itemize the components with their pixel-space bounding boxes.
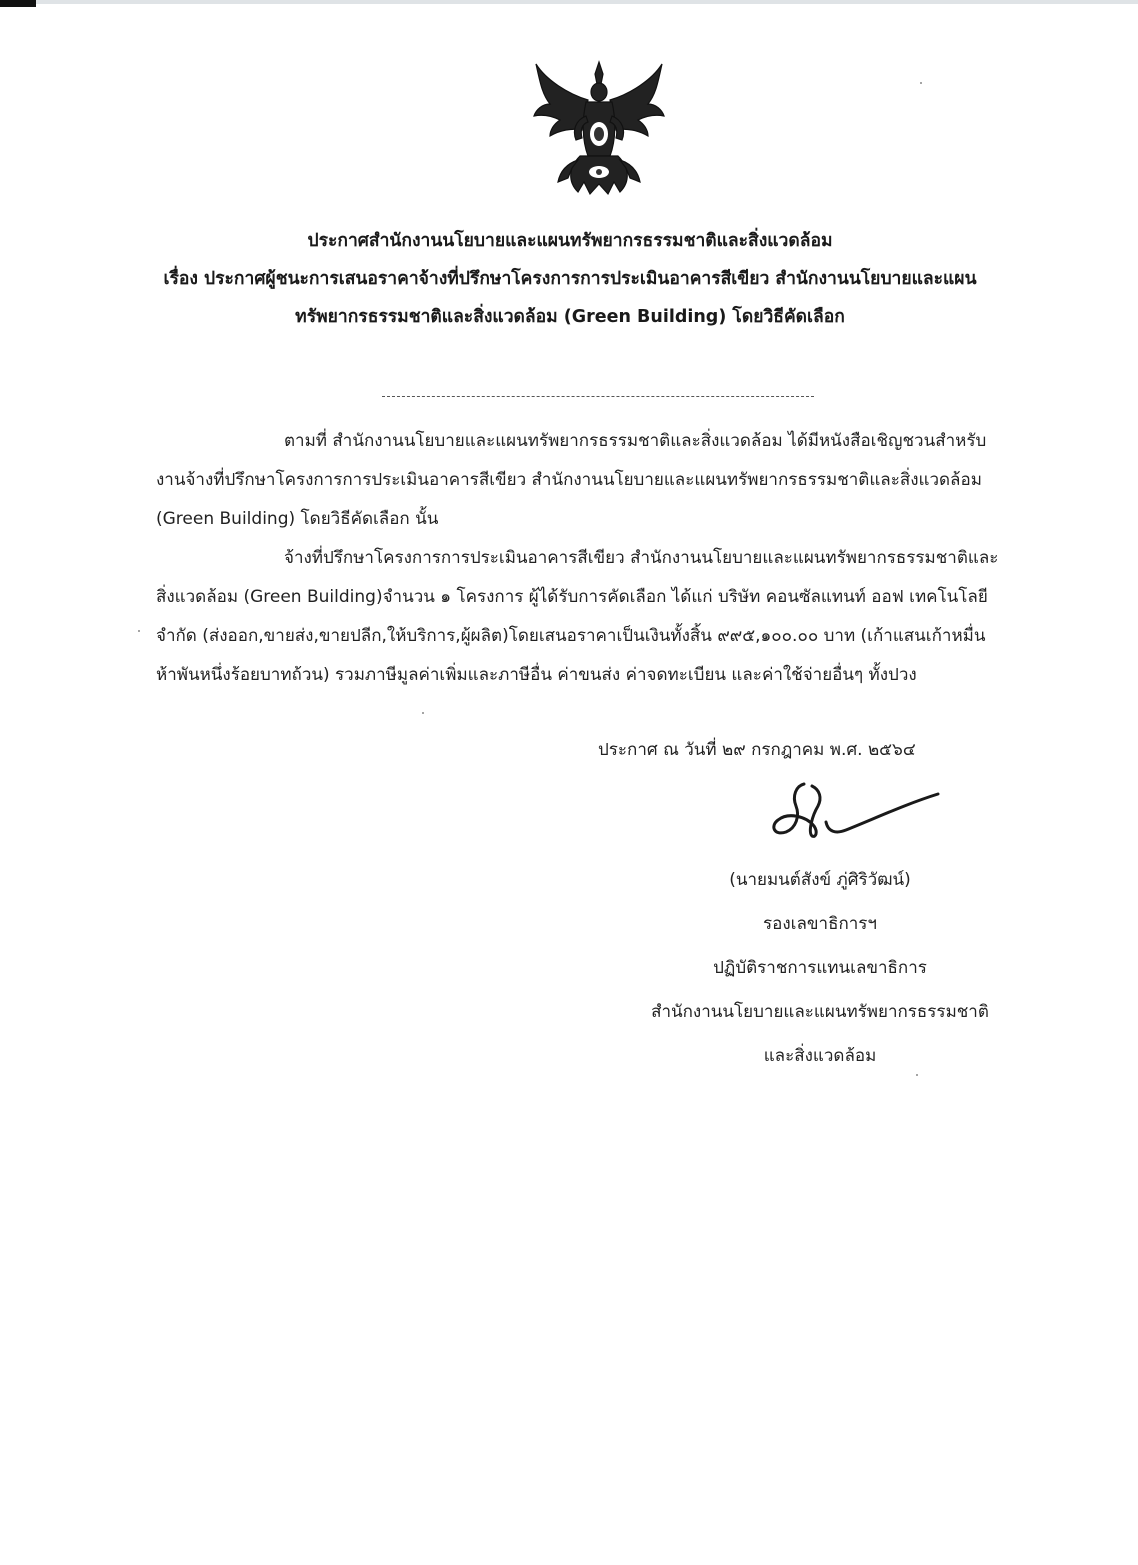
scan-speck xyxy=(916,1074,918,1076)
announcement-title xyxy=(80,222,1060,336)
paragraph-1-line-2: งานจ้างที่ปรึกษาโครงการการประเมินอาคารสีเขียว สำนักงานนโยบายและแผนทรัพยากรธรรมชาติและสิ่งแวดล้อม xyxy=(156,470,982,490)
scan-speck xyxy=(138,630,140,632)
signature-icon xyxy=(766,776,946,846)
title-line-2: เรื่อง ประกาศผู้ชนะการเสนอราคาจ้างที่ปรึกษาโครงการการประเมินอาคารสีเขียว สำนักงานนโยบายและแผน xyxy=(163,269,977,289)
signer-org-1: สำนักงานนโยบายและแผนทรัพยากรธรรมชาติ xyxy=(651,1002,989,1022)
paragraph-2-line-4: ห้าพันหนึ่งร้อยบาทถ้วน) รวมภาษีมูลค่าเพิ่มและภาษีอื่น ค่าขนส่ง ค่าจดทะเบียน และค่าใช้จ่ายอื่นๆ ทั้งปวง xyxy=(156,665,917,685)
announcement-date: ประกาศ ณ วันที่ ๒๙ กรกฎาคม พ.ศ. ๒๕๖๔ xyxy=(598,740,916,760)
scan-speck xyxy=(422,712,424,714)
signer-position-2: ปฏิบัติราชการแทนเลขาธิการ xyxy=(713,958,927,978)
paragraph-2-line-1: จ้างที่ปรึกษาโครงการการประเมินอาคารสีเขียว สำนักงานนโยบายและแผนทรัพยากรธรรมชาติและ xyxy=(284,548,999,568)
paragraph-1-line-3: (Green Building) โดยวิธีคัดเลือก นั้น xyxy=(156,509,439,529)
scan-edge xyxy=(0,0,1138,4)
title-line-1: ประกาศสำนักงานนโยบายและแผนทรัพยากรธรรมชาติและสิ่งแวดล้อม xyxy=(307,231,833,251)
title-divider xyxy=(382,396,814,397)
signer-org-2: และสิ่งแวดล้อม xyxy=(763,1046,877,1066)
signer-name: (นายมนต์สังข์ ภู่ศิริวัฒน์) xyxy=(729,870,911,890)
paragraph-1-line-1: ตามที่ สำนักงานนโยบายและแผนทรัพยากรธรรมชาติและสิ่งแวดล้อม ได้มีหนังสือเชิญชวนสำหรับ xyxy=(284,431,987,451)
scan-speck xyxy=(920,82,922,84)
scan-corner-mark xyxy=(0,0,36,7)
paragraph-2-line-2: สิ่งแวดล้อม (Green Building)จำนวน ๑ โครงการ ผู้ได้รับการคัดเลือก ได้แก่ บริษัท คอนซัลแทนท์ ออฟ เทคโนโลยี xyxy=(156,587,988,607)
paragraph-2-line-3: จำกัด (ส่งออก,ขายส่ง,ขายปลีก,ให้บริการ,ผู้ผลิต)โดยเสนอราคาเป็นเงินทั้งสิ้น ๙๙๕,๑๐๐.๐๐ บาท (เก้าแสนเก้าหมื่น xyxy=(156,626,986,646)
title-line-3: ทรัพยากรธรรมชาติและสิ่งแวดล้อม (Green Building) โดยวิธีคัดเลือก xyxy=(295,307,845,327)
garuda-emblem-icon xyxy=(528,60,670,200)
signer-position-1: รองเลขาธิการฯ xyxy=(763,914,877,934)
signer-block xyxy=(610,858,1030,1078)
announcement-body xyxy=(156,422,1032,695)
